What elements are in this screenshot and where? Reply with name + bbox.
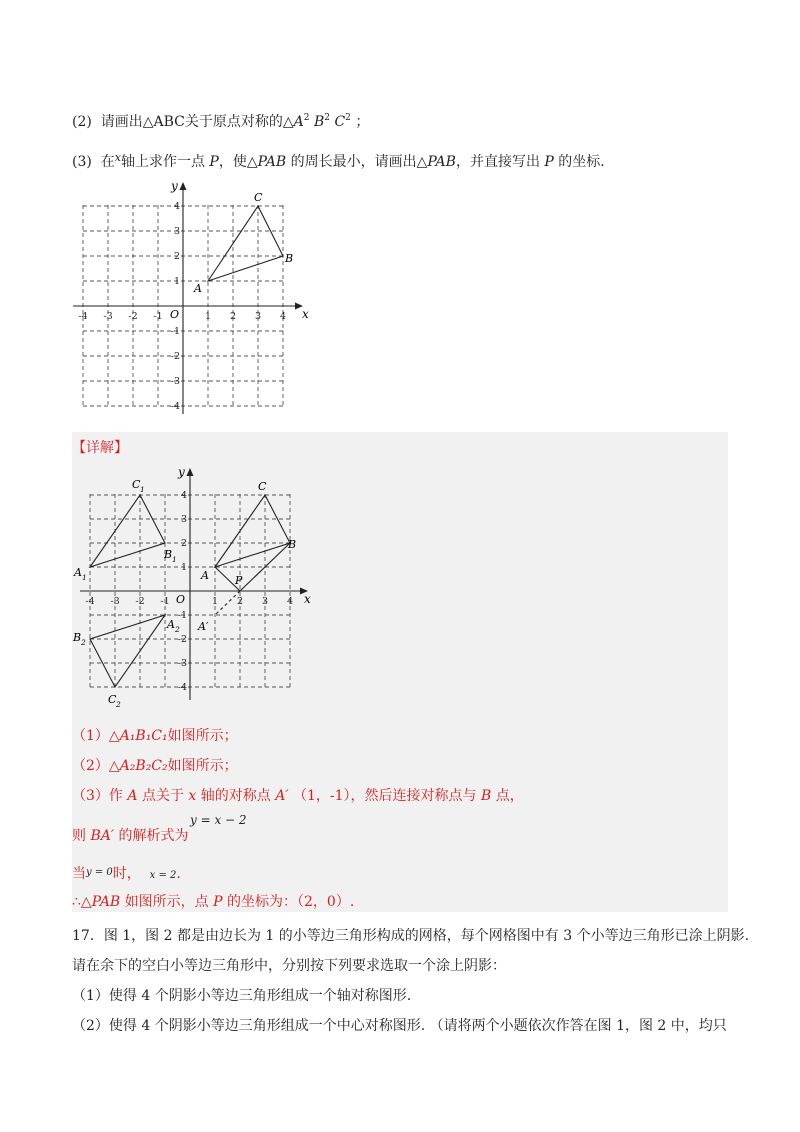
x-tick: -1 [153,311,163,322]
point-a-prime: A′ [275,788,289,804]
point-label-p: P [235,574,243,587]
triangle-a2b2c2 [90,615,165,687]
x-tick-labels [85,596,293,607]
point-label-a: A [201,569,209,582]
y-tick: -4 [170,401,180,412]
answer-text: 轴的对称点 [200,788,271,804]
triangle-name: A₂B₂C₂ [119,758,168,774]
x-axis-label: x [302,307,309,321]
answer-text: （1，-1），然后连接对称点与 [292,788,477,804]
triangle-name: A₁B₁C₁ [119,728,168,744]
answer-text: 点， [495,788,524,804]
q3-prefix: (3) [72,154,92,170]
q2-c2: C [334,114,346,130]
q17-line-4: （2）使得 4 个阴影小等边三角形组成一个中心对称图形. （请将两个小题依次作答在图 1，图 2 中，均只 [72,1018,727,1034]
x-tick: 1 [211,596,219,607]
x-tick: -1 [160,596,170,607]
q17-line-1: 17．图 1，图 2 都是由边长为 1 的小等边三角形构成的网格，每个网格图中有 3 个小等边三角形已涂上阴影. [72,928,750,944]
y-tick: -4 [177,682,187,693]
triangle-a1b1c1 [90,495,165,567]
label-c2 [108,693,121,709]
label-b2 [72,631,86,647]
answer-text: 如图所示； [167,728,238,744]
y-tick: 4 [180,490,187,501]
y-tick: -1 [177,610,187,621]
q2-suffix: ； [355,114,370,130]
axis-x: x [188,788,197,804]
triangle-pab: PAB [91,894,121,910]
answer-text: . [176,866,181,882]
q2-prefix: (2) [72,114,92,130]
y-tick: 4 [173,201,180,212]
point-label-a2: A [167,618,175,631]
y-tick: 3 [173,226,180,237]
point-a: A [127,788,138,804]
x-tick: 2 [236,596,244,607]
point-p: P [213,894,223,910]
x-tick: 2 [229,311,237,322]
x-tick: -2 [128,311,138,322]
x-tick: 4 [286,596,294,607]
point-label-b2: B [73,631,82,644]
x-tick: -2 [135,596,145,607]
point-label-c2-sub: 2 [116,700,121,709]
point-label-a1-sub: 1 [82,573,87,582]
y-tick: -3 [177,658,187,669]
point-label-c1: C [132,478,141,491]
y-tick: 1 [180,562,187,573]
q3-text: ，使△ [218,154,258,170]
figure-2-solution-grid [70,460,330,712]
answer-1 [72,726,238,746]
line-ba-prime: BA′ [90,828,115,844]
answer-3 [72,786,524,806]
point-label-a1: A [74,566,82,579]
q3-pab: PAB [257,154,287,170]
x-tick: -4 [78,311,88,322]
detail-header: 【详解】 [72,440,128,456]
point-b: B [480,788,492,804]
y-axis-label: y [171,179,178,193]
answer-text: （2）△ [72,758,120,774]
point-label-c2: C [108,693,117,706]
answer-text: 的解析式为 [118,828,189,844]
y-tick: -2 [177,634,187,645]
q3-text: 在 [100,154,115,170]
q3-text: 的周长最小，请画出△ [290,154,428,170]
answer-4 [72,826,188,846]
q17-line-3: （1）使得 4 个阴影小等边三角形组成一个轴对称图形. [72,988,412,1004]
y-tick: 2 [180,538,187,549]
x-tick: -3 [110,596,120,607]
x-tick: 1 [204,311,212,322]
q2-a2-index: 2 [303,113,310,123]
y-tick: -3 [170,376,180,387]
y-tick: 1 [173,276,180,287]
answer-6 [72,892,354,912]
q3-text: 的坐标. [558,154,605,170]
x-tick: 3 [254,311,262,322]
q17-line-2: 请在余下的空白小等边三角形中，分别按下列要求选取一个涂上阴影： [72,958,506,974]
label-c1 [132,478,145,494]
q3-point-p: P [209,154,219,170]
answer-text: 点关于 [141,788,184,804]
point-label-c1-sub: 1 [140,485,145,494]
answer-text: （1）△ [72,728,120,744]
axes [73,182,303,414]
answer-5 [72,864,181,886]
q3-pab: PAB [427,154,456,170]
point-label-b: B [288,538,297,551]
x-tick-labels [78,311,286,322]
question-3-line [72,148,605,172]
answer-2 [72,756,238,776]
label-b1 [163,548,177,564]
point-label-c: C [258,480,267,493]
q2-b2-index: 2 [324,113,330,123]
answer-text: 如图所示，点 [124,894,209,910]
y-axis-label: y [178,465,185,479]
q2-b2: B [313,114,325,130]
x-tick: 3 [261,596,269,607]
point-label-b1-sub: 1 [172,555,177,564]
answer-text: 如图所示； [167,758,238,774]
x-tick: -4 [85,596,95,607]
triangle-abc [208,206,283,281]
answer-text: 则 [72,828,86,844]
formula-line-ba: y = x − 2 [190,813,247,827]
triangle-abc [215,495,290,567]
label-a1 [73,566,87,582]
x-tick: 4 [279,311,287,322]
point-label-c: C [254,191,263,204]
q2-a2: A [293,114,304,130]
q2-c2-index: 2 [345,113,351,123]
formula-y-zero: y = 0 [86,867,113,878]
q3-x-symbol: x [114,151,121,164]
q2-text: 请画出△ABC关于原点对称的△ [100,114,294,130]
axes [80,468,308,700]
answer-text: 时， [112,866,141,882]
y-tick: 2 [173,251,180,262]
answer-text: 当 [72,866,86,882]
y-tick: 3 [180,514,187,525]
origin-label: O [176,593,186,606]
point-label-b2-sub: 2 [81,638,86,647]
point-label-b: B [285,252,294,265]
answer-text: ∴△ [72,894,92,910]
formula-x-two: x = 2 [149,870,177,881]
point-label-a2-sub: 2 [175,625,180,634]
q3-text: ，并直接写出 [455,154,540,170]
q3-point-p: P [544,154,554,170]
origin-label: O [170,308,180,321]
x-tick: -3 [103,311,113,322]
figure-1-coordinate-grid [60,176,320,416]
point-label-a: A [194,282,202,295]
q3-text: 轴上求作一点 [120,154,205,170]
y-tick: -2 [170,351,180,362]
answer-text: 的坐标为：（2，0）. [227,894,355,910]
point-label-b1: B [164,548,173,561]
y-tick: -1 [170,326,180,337]
point-label-a-prime: A′ [198,620,209,633]
answer-text: （3）作 [72,788,123,804]
question-2-line [72,108,369,132]
x-axis-label: x [304,592,311,606]
